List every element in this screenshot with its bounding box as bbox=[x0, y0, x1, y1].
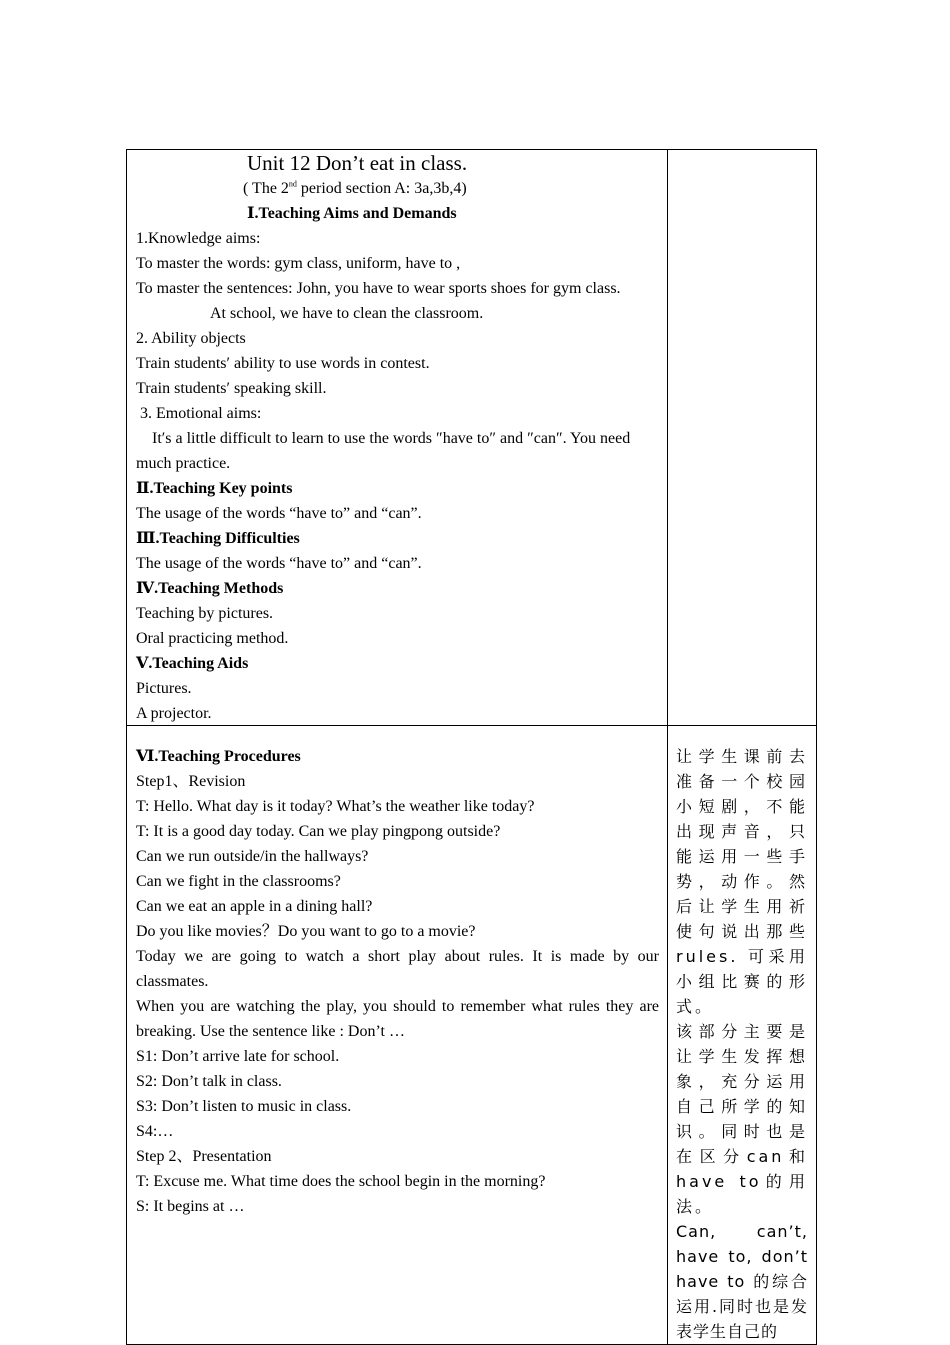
note-paragraph: 该部分主要是让学生发挥想象，充分运用自己所学的知识。同时也是在区分can和have to的用法。 bbox=[676, 1022, 808, 1216]
emotional-title: 3. Emotional aims: bbox=[140, 405, 262, 422]
student-line: S2: Don’t talk in class. bbox=[136, 1073, 282, 1090]
note-paragraph: 让学生课前去准备一个校园小短剧，不能出现声音，只能运用一些手势，动作。然后让学生用祈使句说出那些rules. 可采用小组比赛的形式。 bbox=[676, 747, 808, 1016]
aids-heading: Ⅴ.Teaching Aids bbox=[136, 655, 249, 672]
ability-item: Train students′ ability to use words in contest. bbox=[136, 355, 430, 372]
key-points-heading: Ⅱ.Teaching Key points bbox=[136, 480, 293, 497]
dialogue-line: T: It is a good day today. Can we play pingpong outside? bbox=[136, 823, 501, 840]
dialogue-line: Do you like movies？Do you want to go to a movie? bbox=[136, 923, 476, 940]
period-subtitle: ( The 2nd period section A: 3a,3b,4) bbox=[243, 179, 467, 197]
student-line: S4:… bbox=[136, 1123, 174, 1140]
note-paragraph: Can, can’t, have to, don’t have to 的综合运用.同时也是发表学生自己的 bbox=[676, 1222, 808, 1341]
lesson-plan-table bbox=[126, 149, 817, 1345]
play-intro: Today we are going to watch a short play about rules. It is made by our classmates. bbox=[136, 948, 659, 990]
play-instructions: When you are watching the play, you should to remember what rules they are breaking. Use the sentence like : Don’t … bbox=[136, 998, 659, 1040]
student-line: S3: Don’t listen to music in class. bbox=[136, 1098, 352, 1115]
list-item: Oral practicing method. bbox=[136, 630, 289, 647]
list-item: Pictures. bbox=[136, 680, 192, 697]
list-item: Teaching by pictures. bbox=[136, 605, 274, 622]
aims-heading: Ⅰ.Teaching Aims and Demands bbox=[247, 205, 457, 222]
dialogue-line: T: Excuse me. What time does the school begin in the morning? bbox=[136, 1173, 546, 1190]
methods-heading: Ⅳ.Teaching Methods bbox=[136, 580, 284, 597]
knowledge-sentences: To master the sentences: John, you have to wear sports shoes for gym class. bbox=[136, 280, 621, 297]
table-row bbox=[127, 726, 817, 1345]
page-title: Unit 12 Don’t eat in class. bbox=[247, 151, 468, 175]
aims-notes-cell bbox=[668, 150, 817, 726]
dialogue-line: Can we eat an apple in a dining hall? bbox=[136, 898, 373, 915]
student-line: S1: Don’t arrive late for school. bbox=[136, 1048, 340, 1065]
knowledge-sentence-2: At school, we have to clean the classroom. bbox=[210, 305, 484, 322]
procedures-heading: Ⅵ.Teaching Procedures bbox=[136, 748, 301, 765]
dialogue-line: T: Hello. What day is it today? What’s the weather like today? bbox=[136, 798, 535, 815]
knowledge-aims-title: 1.Knowledge aims: bbox=[136, 230, 261, 247]
table-row bbox=[127, 150, 817, 726]
aims-cell bbox=[127, 150, 668, 726]
dialogue-line: Can we run outside/in the hallways? bbox=[136, 848, 369, 865]
procedures-notes-cell bbox=[668, 726, 817, 1345]
step-1-title: Step1、Revision bbox=[136, 773, 246, 790]
procedures-cell bbox=[127, 726, 668, 1345]
list-item: A projector. bbox=[136, 705, 212, 722]
ability-title: 2. Ability objects bbox=[136, 330, 246, 347]
key-points-text: The usage of the words “have to” and “can”. bbox=[136, 505, 422, 522]
dialogue-line: S: It begins at … bbox=[136, 1198, 245, 1215]
step-2-title: Step 2、Presentation bbox=[136, 1148, 272, 1165]
knowledge-words: To master the words: gym class, uniform, have to , bbox=[136, 255, 461, 272]
difficulties-text: The usage of the words “have to” and “can”. bbox=[136, 555, 422, 572]
ability-item: Train students′ speaking skill. bbox=[136, 380, 327, 397]
dialogue-line: Can we fight in the classrooms? bbox=[136, 873, 341, 890]
difficulties-heading: Ⅲ.Teaching Difficulties bbox=[136, 530, 300, 547]
emotional-text: It′s a little difficult to learn to use the words ″have to″ and ″can″. You need much practice. bbox=[136, 430, 631, 472]
